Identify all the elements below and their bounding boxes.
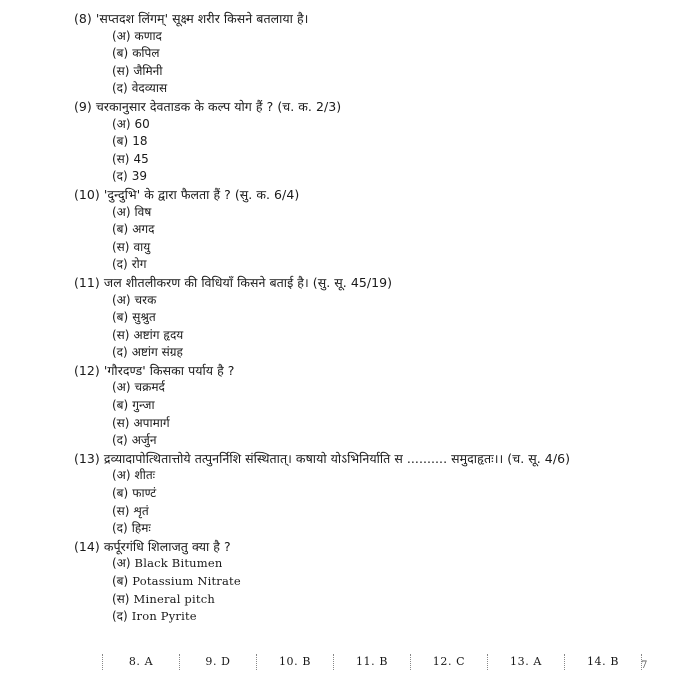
option-marker: (ब) — [112, 222, 129, 237]
question-11 — [74, 274, 674, 362]
option-b — [74, 309, 674, 327]
option-marker: (द) — [112, 169, 128, 184]
option-marker: (ब) — [112, 398, 129, 413]
option-marker: (स) — [112, 327, 130, 342]
option-b — [74, 397, 674, 415]
question-14 — [74, 538, 674, 626]
option-text: शृतं — [133, 503, 149, 518]
question-8 — [74, 10, 674, 98]
question-10 — [74, 186, 674, 274]
option-marker: (ब) — [112, 134, 129, 149]
question-text: (11) जल शीतलीकरण की विधियाँ किसने बताई है। (सु. सू. 45/19) — [74, 274, 393, 290]
option-text: गुन्जा — [132, 398, 155, 413]
option-a — [74, 28, 674, 46]
option-marker: (अ) — [112, 468, 131, 483]
option-d — [74, 520, 674, 538]
option-d — [74, 344, 674, 362]
option-c — [74, 503, 674, 521]
option-text: हिमः — [131, 521, 151, 536]
option-b — [74, 133, 674, 151]
option-a — [74, 467, 674, 485]
option-marker: (द) — [112, 81, 128, 96]
option-text: फाण्टं — [132, 486, 157, 501]
option-list — [74, 555, 674, 625]
option-marker: (ब) — [112, 46, 129, 61]
option-text: अगद — [132, 222, 155, 237]
option-marker: (स) — [112, 503, 130, 518]
option-a — [74, 292, 674, 310]
option-text: Black Bitumen — [134, 556, 223, 571]
option-list — [74, 204, 674, 274]
option-b — [74, 221, 674, 239]
option-list — [74, 379, 674, 449]
option-text: अष्टांग हृदय — [133, 327, 184, 342]
option-d — [74, 608, 674, 626]
option-c — [74, 327, 674, 345]
option-d — [74, 432, 674, 450]
option-list — [74, 467, 674, 537]
option-a — [74, 204, 674, 222]
option-text: विष — [134, 204, 152, 219]
option-a — [74, 555, 674, 573]
option-marker: (अ) — [112, 292, 131, 307]
option-text: रोग — [131, 257, 147, 272]
option-text: वायु — [133, 239, 151, 254]
option-marker: (अ) — [112, 556, 131, 571]
option-c — [74, 415, 674, 433]
answer-9: 9. D — [179, 654, 256, 670]
option-b — [74, 485, 674, 503]
answer-10: 10. B — [256, 654, 333, 670]
option-text: अपामार्ग — [133, 415, 170, 430]
option-c — [74, 63, 674, 81]
option-text: Potassium Nitrate — [132, 574, 241, 588]
option-marker: (अ) — [112, 28, 131, 43]
page-number: 7 — [641, 660, 648, 671]
option-text: कपिल — [132, 46, 160, 61]
answer-key — [102, 652, 642, 672]
option-marker: (ब) — [112, 574, 129, 588]
question-text: (12) 'गौरदण्ड' किसका पर्याय है ? — [74, 362, 235, 378]
option-marker: (ब) — [112, 486, 129, 501]
option-text: वेदव्यास — [131, 81, 168, 96]
option-list — [74, 292, 674, 362]
option-text: शीतः — [134, 468, 156, 483]
option-marker: (अ) — [112, 380, 131, 395]
question-13 — [74, 450, 674, 538]
option-b — [74, 573, 674, 591]
question-text: (14) कर्पूरगंधि शिलाजतु क्या है ? — [74, 538, 231, 554]
question-text: (9) चरकानुसार देवताडक के कल्प योग हैं ? (च. क. 2/3) — [74, 98, 342, 114]
option-text: Iron Pyrite — [131, 609, 197, 624]
option-text: सुश्रुत — [132, 310, 156, 325]
answer-12: 12. C — [410, 654, 487, 670]
question-text: (13) द्रव्यादापोत्थितात्तोये तत्पुनर्निशि संस्थितात्। कषायो योऽभिनिर्याति स .......... समुदाहृतः।। (च. सू. 4/6) — [74, 450, 571, 466]
option-list — [74, 28, 674, 98]
question-12 — [74, 362, 674, 450]
option-d — [74, 168, 674, 186]
option-text: अष्टांग संग्रह — [131, 345, 183, 360]
option-marker: (स) — [112, 151, 130, 166]
option-marker: (स) — [112, 415, 130, 430]
option-marker: (द) — [112, 521, 128, 536]
option-marker: (द) — [112, 257, 128, 272]
option-d — [74, 256, 674, 274]
option-text: चरक — [134, 292, 157, 307]
option-text: कणाद — [134, 28, 162, 43]
option-text: जैमिनी — [133, 63, 163, 78]
option-b — [74, 45, 674, 63]
option-text: चक्रमर्द — [134, 380, 165, 395]
option-marker: (अ) — [112, 116, 131, 131]
option-text: 18 — [132, 134, 148, 149]
option-marker: (द) — [112, 433, 128, 448]
option-text: अर्जुन — [131, 433, 157, 448]
answer-13: 13. A — [487, 654, 564, 670]
option-a — [74, 379, 674, 397]
question-9 — [74, 98, 674, 186]
question-list — [74, 10, 674, 626]
option-marker: (स) — [112, 239, 130, 254]
option-c — [74, 591, 674, 609]
option-a — [74, 116, 674, 134]
option-marker: (अ) — [112, 204, 131, 219]
answer-14: 14. B — [564, 654, 642, 670]
option-marker: (द) — [112, 345, 128, 360]
option-text: 45 — [133, 151, 149, 166]
answer-8: 8. A — [102, 654, 179, 670]
question-text: (10) 'दुन्दुभि' के द्वारा फैलता हैं ? (सु. क. 6/4) — [74, 186, 300, 202]
option-text: Mineral pitch — [133, 591, 215, 606]
option-c — [74, 239, 674, 257]
option-marker: (स) — [112, 591, 130, 606]
option-d — [74, 80, 674, 98]
option-c — [74, 151, 674, 169]
question-text: (8) 'सप्तदश लिंगम्' सूक्ष्म शरीर किसने बतलाया है। — [74, 11, 309, 26]
answer-11: 11. B — [333, 654, 410, 670]
option-list — [74, 116, 674, 186]
option-text: 39 — [131, 169, 148, 184]
option-marker: (स) — [112, 63, 130, 78]
option-marker: (ब) — [112, 310, 129, 325]
option-text: 60 — [134, 116, 150, 131]
option-marker: (द) — [112, 609, 128, 624]
